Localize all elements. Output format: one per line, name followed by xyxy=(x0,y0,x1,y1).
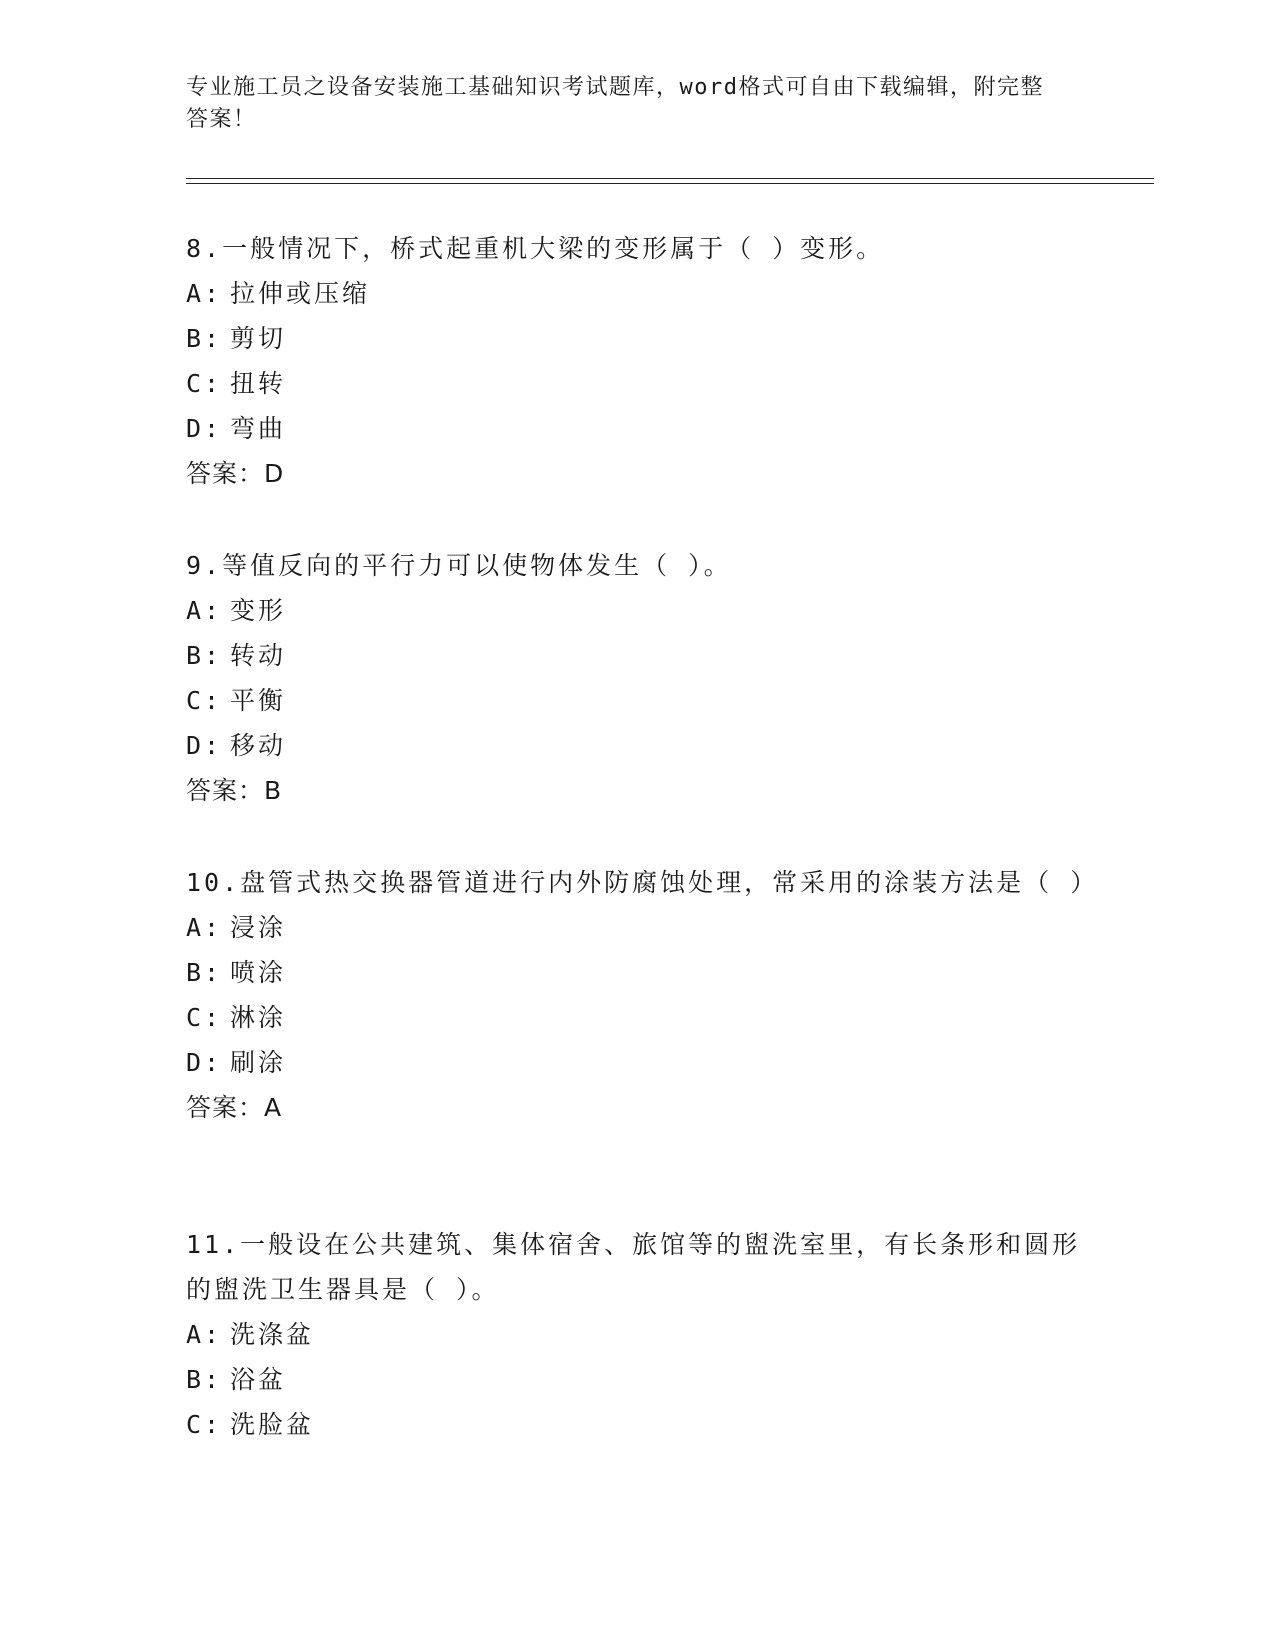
option-b xyxy=(186,633,1086,678)
question-10 xyxy=(186,860,1099,1130)
option-letter: D: xyxy=(186,414,223,443)
answer-text: 答案：B xyxy=(186,776,283,805)
option-d xyxy=(186,406,1086,451)
option-b xyxy=(186,950,1086,995)
option-c xyxy=(186,995,1086,1040)
option-text: 拉伸或压缩 xyxy=(230,279,371,308)
option-letter: C: xyxy=(186,1003,223,1032)
header-divider-bottom xyxy=(186,183,1154,184)
option-letter: A: xyxy=(186,1320,223,1349)
document-header: 专业施工员之设备安装施工基础知识考试题库，word格式可自由下载编辑，附完整答案！ xyxy=(186,75,1044,132)
option-text: 洗脸盆 xyxy=(230,1410,315,1439)
option-b xyxy=(186,1357,1086,1402)
header-divider-top xyxy=(186,178,1154,179)
answer-text: 答案：D xyxy=(186,459,285,488)
question-11 xyxy=(186,1222,1086,1447)
option-text: 变形 xyxy=(230,596,287,625)
option-letter: C: xyxy=(186,369,223,398)
option-letter: D: xyxy=(186,1048,223,1077)
option-text: 刷涂 xyxy=(230,1048,287,1077)
option-letter: A: xyxy=(186,913,223,942)
option-c xyxy=(186,678,1086,723)
option-text: 移动 xyxy=(230,731,287,760)
option-text: 平衡 xyxy=(230,686,287,715)
option-text: 淋涂 xyxy=(230,1003,287,1032)
option-a xyxy=(186,1312,1086,1357)
answer-text: 答案：A xyxy=(186,1093,283,1122)
option-a xyxy=(186,905,1086,950)
option-letter: C: xyxy=(186,686,223,715)
question-8 xyxy=(186,226,1086,496)
option-letter: B: xyxy=(186,1365,223,1394)
option-b xyxy=(186,316,1086,361)
option-text: 浸涂 xyxy=(230,913,287,942)
option-c xyxy=(186,361,1086,406)
option-letter: A: xyxy=(186,596,223,625)
option-d xyxy=(186,723,1086,768)
option-d xyxy=(186,1040,1086,1085)
option-letter: D: xyxy=(186,731,223,760)
question-9 xyxy=(186,543,1086,813)
option-letter: C: xyxy=(186,1410,223,1439)
option-letter: A: xyxy=(186,279,223,308)
option-text: 剪切 xyxy=(230,324,287,353)
option-text: 洗涤盆 xyxy=(230,1320,315,1349)
question-stem: 10.盘管式热交换器管道进行内外防腐蚀处理，常采用的涂装方法是（ ） xyxy=(186,868,1099,897)
option-text: 扭转 xyxy=(230,369,287,398)
option-text: 弯曲 xyxy=(230,414,287,443)
question-stem: 8.一般情况下，桥式起重机大梁的变形属于（ ）变形。 xyxy=(186,234,885,263)
option-a xyxy=(186,271,1086,316)
option-c xyxy=(186,1402,1086,1447)
option-a xyxy=(186,588,1086,633)
option-letter: B: xyxy=(186,324,223,353)
option-text: 喷涂 xyxy=(230,958,287,987)
option-text: 转动 xyxy=(230,641,287,670)
option-text: 浴盆 xyxy=(230,1365,287,1394)
question-stem: 9.等值反向的平行力可以使物体发生（ ）。 xyxy=(186,551,732,580)
option-letter: B: xyxy=(186,958,223,987)
option-letter: B: xyxy=(186,641,223,670)
question-stem: 11.一般设在公共建筑、集体宿舍、旅馆等的盥洗室里，有长条形和圆形的盥洗卫生器具是（ ）。 xyxy=(186,1230,1081,1304)
